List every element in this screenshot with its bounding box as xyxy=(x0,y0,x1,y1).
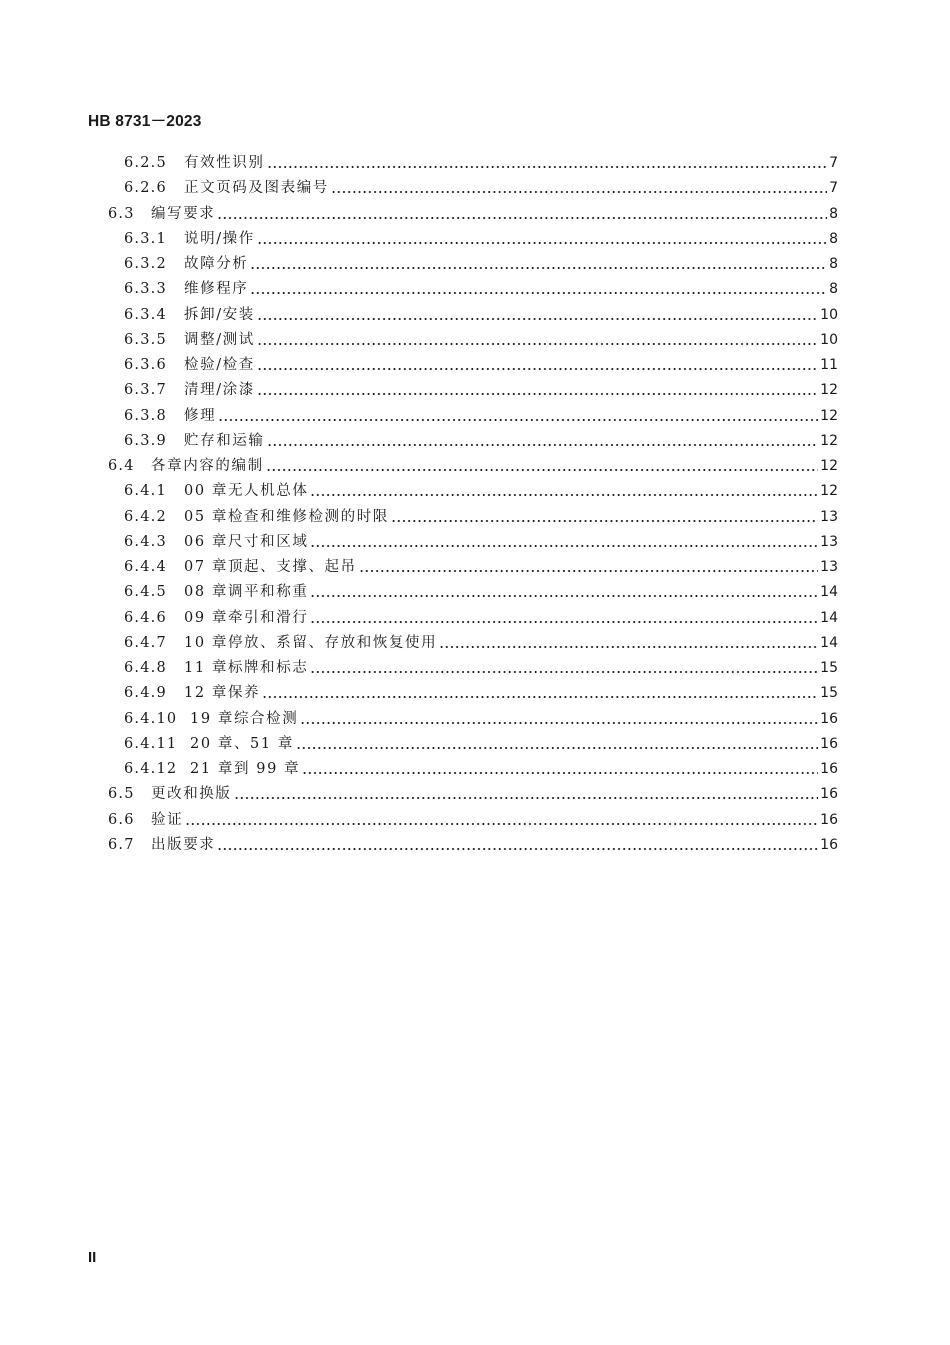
toc-dot-leader xyxy=(296,747,818,749)
toc-entry-number: 6.3.5 xyxy=(124,331,167,348)
toc-entry-page: 7 xyxy=(829,180,838,197)
toc-entry-number: 6.3.8 xyxy=(124,407,167,424)
toc-entry-title: 07 章顶起、支撑、起吊 xyxy=(184,559,357,575)
toc-entry-title: 05 章检查和维修检测的时限 xyxy=(184,508,389,525)
toc-entry-number: 6.4.6 xyxy=(124,609,167,626)
toc-entry-number: 6.4.7 xyxy=(124,634,167,651)
toc-entry-title: 19 章综合检测 xyxy=(190,710,299,727)
toc-dot-leader xyxy=(302,772,818,774)
document-number: HB 8731－2023 xyxy=(88,113,202,130)
toc-entry[interactable] xyxy=(124,556,838,578)
toc-entry[interactable] xyxy=(124,430,838,452)
toc-entry[interactable] xyxy=(124,152,838,174)
page-number: II xyxy=(88,1249,97,1266)
toc-entry-page: 8 xyxy=(829,230,838,247)
toc-entry-title: 12 章保养 xyxy=(184,685,261,702)
toc-entry-number: 6.2.5 xyxy=(124,155,167,171)
toc-entry[interactable] xyxy=(124,278,838,300)
toc-entry-page: 14 xyxy=(820,609,838,626)
toc-entry-page: 11 xyxy=(820,357,838,373)
toc-entry-page: 12 xyxy=(820,483,838,500)
toc-entry-number: 6.4 xyxy=(108,458,135,474)
toc-entry-page: 12 xyxy=(820,458,838,474)
toc-dot-leader xyxy=(310,595,818,597)
toc-entry-page: 7 xyxy=(829,155,838,171)
toc-entry[interactable] xyxy=(124,177,838,199)
toc-dot-leader xyxy=(300,722,818,724)
toc-entry-number: 6.3 xyxy=(108,205,135,222)
toc-entry-page: 10 xyxy=(820,306,838,323)
toc-dot-leader xyxy=(257,318,818,320)
toc-dot-leader xyxy=(234,797,819,799)
toc-entry-number: 6.4.11 xyxy=(124,735,178,752)
toc-entry[interactable] xyxy=(124,708,838,730)
toc-entry-number: 6.4.1 xyxy=(124,483,167,500)
toc-entry-title: 调整/测试 xyxy=(184,331,255,348)
toc-entry-title: 说明/操作 xyxy=(184,230,255,247)
toc-entry-title: 00 章无人机总体 xyxy=(184,483,309,500)
toc-entry[interactable] xyxy=(108,834,838,856)
toc-entry-number: 6.3.7 xyxy=(124,382,167,399)
toc-entry-number: 6.4.9 xyxy=(124,685,167,702)
toc-entry-page: 16 xyxy=(820,761,838,777)
toc-entry-page: 16 xyxy=(820,786,838,803)
toc-entry-title: 拆卸/安装 xyxy=(184,306,255,323)
toc-entry-page: 13 xyxy=(820,559,838,575)
toc-entry-title: 检验/检查 xyxy=(184,357,255,373)
toc-entry[interactable] xyxy=(108,203,838,225)
toc-entry[interactable] xyxy=(108,783,838,805)
toc-dot-leader xyxy=(250,267,827,269)
toc-entry-page: 13 xyxy=(820,533,838,550)
toc-entry-number: 6.4.5 xyxy=(124,584,167,601)
toc-entry-title: 21 章到 99 章 xyxy=(190,761,301,777)
toc-entry-number: 6.4.2 xyxy=(124,508,167,525)
toc-entry[interactable] xyxy=(124,304,838,326)
toc-entry-number: 6.4.8 xyxy=(124,660,167,676)
toc-entry-page: 12 xyxy=(820,432,838,449)
toc-entry-title: 06 章尺寸和区域 xyxy=(184,533,309,550)
toc-entry-title: 正文页码及图表编号 xyxy=(184,180,329,197)
toc-entry[interactable] xyxy=(124,480,838,502)
toc-entry-page: 12 xyxy=(820,407,838,424)
toc-entry-page: 10 xyxy=(820,331,838,348)
toc-entry-page: 8 xyxy=(829,205,838,222)
toc-entry[interactable] xyxy=(124,682,838,704)
toc-entry-number: 6.4.3 xyxy=(124,533,167,550)
toc-entry[interactable] xyxy=(124,758,838,780)
toc-entry-title: 各章内容的编制 xyxy=(151,458,264,474)
toc-entry-title: 08 章调平和称重 xyxy=(184,584,309,601)
toc-entry-page: 13 xyxy=(820,508,838,525)
toc-entry[interactable] xyxy=(124,253,838,275)
toc-entry-title: 编写要求 xyxy=(151,205,216,222)
toc-entry-title: 修理 xyxy=(184,407,217,424)
toc-entry-title: 故障分析 xyxy=(184,256,249,272)
toc-dot-leader xyxy=(359,570,818,572)
toc-entry-number: 6.3.6 xyxy=(124,357,167,373)
toc-entry-title: 出版要求 xyxy=(151,836,216,853)
toc-entry-number: 6.6 xyxy=(108,811,135,828)
toc-entry-number: 6.4.12 xyxy=(124,761,178,777)
toc-dot-leader xyxy=(391,520,818,522)
toc-entry-title: 更改和换版 xyxy=(151,786,232,803)
toc-dot-leader xyxy=(267,444,819,446)
toc-entry-title: 11 章标牌和标志 xyxy=(184,660,309,676)
toc-entry-page: 16 xyxy=(820,811,838,828)
toc-entry-number: 6.4.4 xyxy=(124,559,167,575)
toc-entry-number: 6.3.1 xyxy=(124,230,167,247)
toc-entry-page: 16 xyxy=(820,735,838,752)
toc-dot-leader xyxy=(439,646,818,648)
toc-entry-title: 09 章牵引和滑行 xyxy=(184,609,309,626)
toc-entry-page: 12 xyxy=(820,382,838,399)
toc-entry-number: 6.3.4 xyxy=(124,306,167,323)
toc-entry[interactable] xyxy=(124,354,838,376)
toc-entry[interactable] xyxy=(124,379,838,401)
toc-entry-page: 8 xyxy=(829,281,838,298)
toc-dot-leader xyxy=(257,393,818,395)
toc-dot-leader xyxy=(257,343,818,345)
toc-entry[interactable] xyxy=(108,809,838,831)
toc-dot-leader xyxy=(185,823,818,825)
toc-entry[interactable] xyxy=(124,581,838,603)
toc-entry-number: 6.3.2 xyxy=(124,256,167,272)
toc-dot-leader xyxy=(310,545,818,547)
toc-entry-title: 10 章停放、系留、存放和恢复使用 xyxy=(184,634,438,651)
toc-entry-page: 14 xyxy=(820,584,838,601)
toc-dot-leader xyxy=(218,419,818,421)
toc-entry-title: 维修程序 xyxy=(184,281,249,298)
toc-entry[interactable] xyxy=(124,632,838,654)
toc-entry-title: 20 章、51 章 xyxy=(190,735,295,752)
toc-entry-page: 14 xyxy=(820,634,838,651)
toc-entry-page: 15 xyxy=(820,660,838,676)
toc-entry-number: 6.4.10 xyxy=(124,710,178,727)
toc-dot-leader xyxy=(331,191,827,193)
toc-entry[interactable] xyxy=(124,228,838,250)
toc-entry-number: 6.5 xyxy=(108,786,135,803)
toc-dot-leader xyxy=(310,494,818,496)
toc-dot-leader xyxy=(217,217,827,219)
toc-entry-page: 16 xyxy=(820,710,838,727)
toc-dot-leader xyxy=(310,621,818,623)
toc-entry-page: 15 xyxy=(820,685,838,702)
toc-entry[interactable] xyxy=(124,733,838,755)
toc-entry[interactable] xyxy=(108,455,838,477)
toc-dot-leader xyxy=(257,368,818,370)
toc-entry-number: 6.3.9 xyxy=(124,432,167,449)
toc-dot-leader xyxy=(310,671,818,673)
toc-entry[interactable] xyxy=(124,329,838,351)
toc-dot-leader xyxy=(267,166,828,168)
toc-entry-page: 8 xyxy=(829,256,838,272)
toc-entry-number: 6.7 xyxy=(108,836,135,853)
toc-entry-number: 6.3.3 xyxy=(124,281,167,298)
toc-entry-title: 贮存和运输 xyxy=(184,432,265,449)
toc-entry-page: 16 xyxy=(820,836,838,853)
toc-entry-title: 有效性识别 xyxy=(184,155,265,171)
toc-dot-leader xyxy=(257,242,827,244)
toc-entry-title: 清理/涂漆 xyxy=(184,382,255,399)
toc-entry-number: 6.2.6 xyxy=(124,180,167,197)
toc-entry[interactable] xyxy=(124,506,838,528)
toc-entry[interactable] xyxy=(124,657,838,679)
toc-entry-title: 验证 xyxy=(151,811,184,828)
toc-entry[interactable] xyxy=(124,607,838,629)
toc-dot-leader xyxy=(250,292,827,294)
toc-dot-leader xyxy=(266,469,818,471)
toc-entry[interactable] xyxy=(124,531,838,553)
toc-entry[interactable] xyxy=(124,405,838,427)
toc-dot-leader xyxy=(217,848,818,850)
toc-dot-leader xyxy=(262,696,818,698)
